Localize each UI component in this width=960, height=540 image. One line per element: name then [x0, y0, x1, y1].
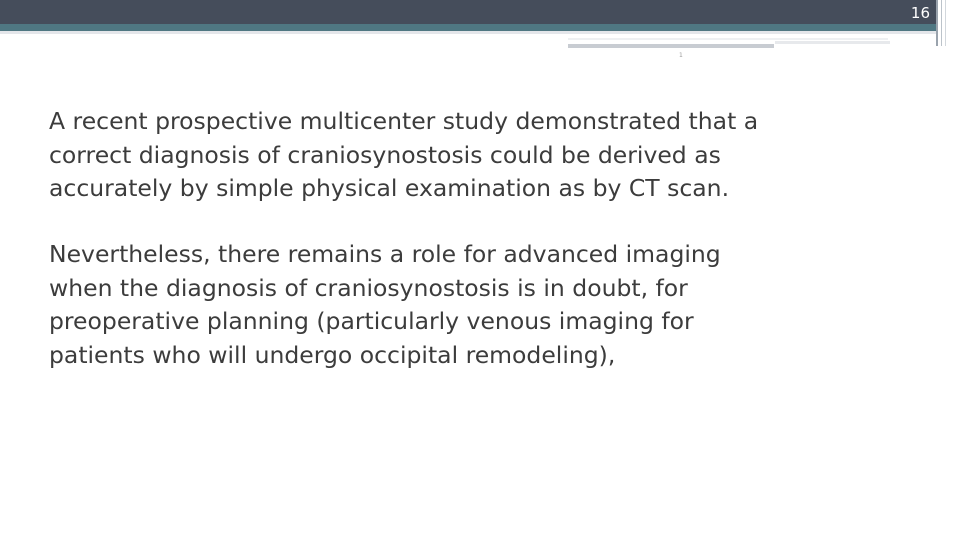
slide-marker: 1 [679, 52, 683, 59]
header-accent-bar [0, 24, 938, 31]
paragraph-1 [49, 105, 829, 206]
header-divider [0, 31, 938, 34]
text-line: correct diagnosis of craniosynostosis could be derived as [49, 140, 721, 169]
text-line: when the diagnosis of craniosynostosis is in doubt, for [49, 273, 688, 302]
decorative-ribbon [568, 38, 888, 40]
corner-line [936, 0, 938, 46]
decorative-ribbon [568, 44, 774, 48]
decorative-ribbon [775, 41, 890, 44]
corner-line [941, 0, 942, 46]
header-bar [0, 0, 938, 24]
paragraph-2 [49, 238, 829, 372]
text-line: A recent prospective multicenter study demonstrated that a [49, 107, 759, 135]
text-line: Nevertheless, there remains a role for advanced imaging [49, 240, 721, 268]
text-line: patients who will undergo occipital remodeling), [49, 340, 616, 369]
text-line: accurately by simple physical examination as by CT scan. [49, 174, 730, 202]
text-line: preoperative planning (particularly venous imaging for [49, 307, 694, 335]
page-number: 16 [910, 4, 930, 22]
corner-line [945, 0, 946, 46]
